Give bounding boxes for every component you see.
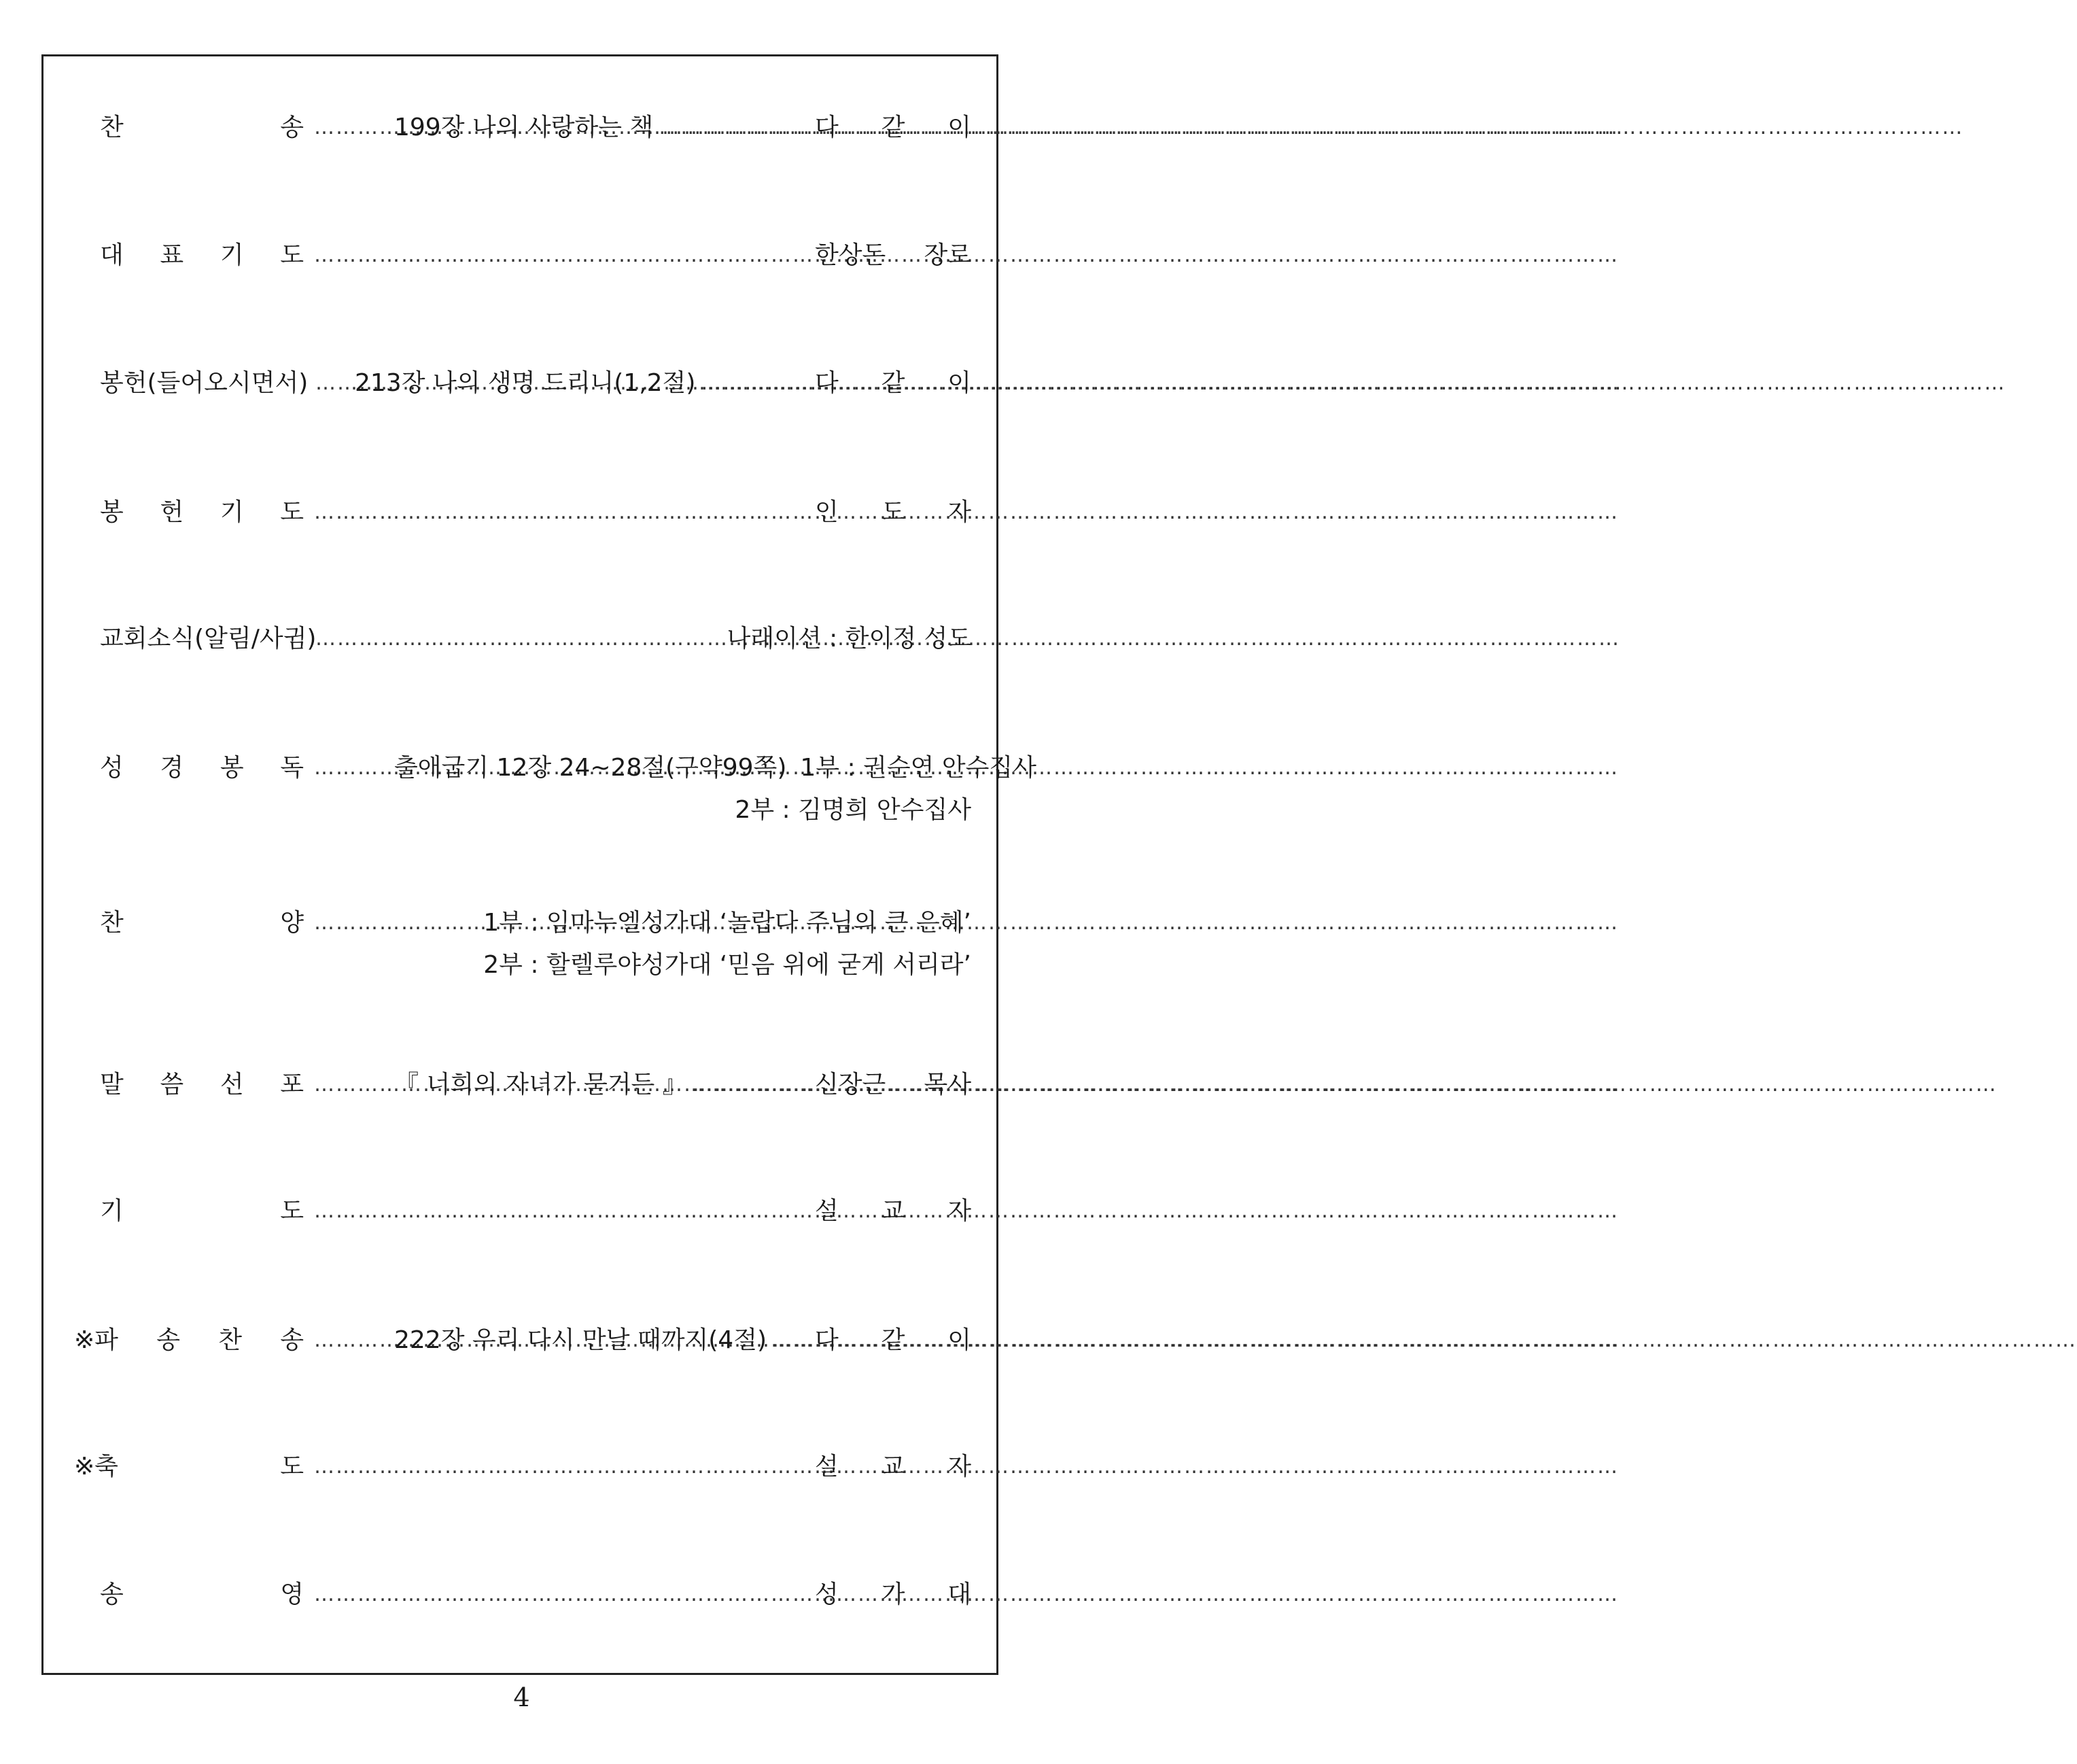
item-leader-secondary: 2부 : 할렐루야성가대 ‘믿음 위에 굳게 서리라’ [483, 951, 971, 979]
item-title-part: 영 [280, 1580, 304, 1608]
item-title-part: 경 [160, 754, 184, 782]
leader-dots [701, 366, 807, 400]
leader-dots [314, 496, 807, 530]
worship-item [43, 1194, 998, 1228]
item-content: 199장 나의 사랑하는 책 [394, 114, 654, 141]
item-leader-secondary: 2부 : 김명희 안수집사 [735, 796, 971, 824]
item-leader-part: 교 [881, 1197, 905, 1225]
item-content: 『 너희의 자녀가 묻거든 』 [394, 1071, 687, 1099]
item-leader-part: 설 [815, 1197, 839, 1225]
worship-item [43, 622, 998, 656]
item-content: 출애굽기 12장 24~28절(구약99쪽) [394, 754, 787, 782]
item-title-part: 교회소식(알림/사귐) [100, 625, 317, 653]
item-title-part: 송 [156, 1326, 180, 1354]
item-title [100, 1068, 304, 1102]
worship-item-subline [43, 793, 998, 827]
item-title-part: 성 [100, 754, 124, 782]
item-title [100, 111, 304, 145]
item-leader-part: 다 [815, 369, 839, 397]
item-title-part: 기 [100, 1197, 124, 1225]
item-leader-part: 장로 [924, 241, 971, 269]
worship-item [43, 1450, 998, 1484]
item-title-part: ※파 [74, 1326, 118, 1354]
item-title-part: 포 [280, 1071, 304, 1099]
leader-dots [314, 1068, 389, 1102]
leader-dots [314, 1194, 807, 1228]
item-title-part: 씀 [160, 1071, 184, 1099]
item-leader-part: 성 [815, 1580, 839, 1608]
item-leader: 1부 : 임마누엘성가대 ‘놀랍다 주님의 큰 은혜’ [483, 909, 971, 937]
item-title [100, 906, 304, 940]
item-title [100, 1578, 304, 1612]
item-title-part: 찬 [100, 114, 124, 141]
item-detail [314, 239, 971, 273]
item-leader-part: 설 [815, 1453, 839, 1481]
worship-item [43, 496, 998, 530]
item-leader-part: 가 [881, 1580, 905, 1608]
item-leader [807, 1450, 971, 1484]
item-leader [807, 1068, 971, 1102]
item-title-part: 송 [100, 1580, 124, 1608]
item-title [100, 239, 304, 273]
item-title-part: 송 [280, 1326, 304, 1354]
worship-item [43, 1578, 998, 1612]
worship-item [43, 906, 998, 940]
item-title-part: 기 [220, 498, 244, 526]
item-leader-part: 같 [881, 114, 905, 141]
item-leader-part: 다 [815, 114, 839, 141]
leader-dots [314, 751, 389, 785]
item-leader [807, 1578, 971, 1612]
item-leader-part: 한상돈 [815, 241, 886, 269]
item-leader-part: 자 [947, 1453, 971, 1481]
order-of-worship-frame [41, 54, 1036, 1675]
item-title-part: 봉 [100, 498, 124, 526]
item-leader-part: 도 [881, 498, 905, 526]
item-leader-part: 목사 [924, 1071, 971, 1099]
item-leader-part: 대 [947, 1580, 971, 1608]
item-title [100, 496, 304, 530]
leader-dots [314, 111, 389, 145]
item-leader-part: 인 [815, 498, 839, 526]
worship-item [43, 1324, 998, 1357]
item-title-part: 양 [280, 909, 304, 937]
item-title [100, 751, 304, 785]
item-leader-part: 이 [947, 114, 971, 141]
item-title-part: 찬 [100, 909, 124, 937]
item-title-part: 송 [280, 114, 304, 141]
leader-dots [315, 622, 719, 656]
item-title-part: 도 [280, 1197, 304, 1225]
item-leader: 1부 : 권순연 안수집사 [800, 754, 1036, 782]
worship-item [43, 366, 998, 400]
leader-dots [314, 1578, 807, 1612]
item-title-part: 기 [220, 241, 244, 269]
leader-dots [659, 111, 807, 145]
worship-item [43, 111, 998, 145]
worship-item [43, 1068, 998, 1102]
item-title-part: 찬 [218, 1326, 242, 1354]
item-leader-part: 같 [881, 1326, 905, 1354]
leader-dots [314, 1324, 389, 1357]
item-leader [807, 111, 971, 145]
leader-dots [772, 1324, 807, 1357]
item-leader-part: 이 [947, 1326, 971, 1354]
item-title-part: 말 [100, 1071, 124, 1099]
item-leader-part: 자 [947, 498, 971, 526]
item-title-part: ※축 [74, 1453, 118, 1481]
item-leader [807, 496, 971, 530]
item-title [100, 622, 317, 656]
item-detail [314, 1450, 971, 1484]
item-leader-part: 다 [815, 1326, 839, 1354]
item-detail [314, 1578, 971, 1612]
item-title-part: 헌 [160, 498, 184, 526]
item-leader [807, 366, 971, 400]
item-title-part: 표 [160, 241, 184, 269]
worship-item [43, 751, 1036, 785]
page-number: 4 [513, 1682, 530, 1712]
item-detail [314, 111, 971, 145]
item-detail [314, 1068, 971, 1102]
leader-dots [315, 366, 349, 400]
item-detail [314, 751, 1036, 785]
item-leader-part: 신장근 [815, 1071, 886, 1099]
item-title-part: 봉 [220, 754, 244, 782]
item-leader-part: 같 [881, 369, 905, 397]
worship-item-subline [43, 948, 998, 982]
item-title [74, 1450, 304, 1484]
item-detail [314, 906, 971, 940]
item-title-part: 선 [220, 1071, 244, 1099]
item-leader [807, 239, 971, 273]
item-title-part: 도 [280, 241, 304, 269]
item-title [74, 1324, 304, 1357]
item-leader [807, 1194, 971, 1228]
leader-dots [693, 1068, 807, 1102]
item-title-part: 독 [280, 754, 304, 782]
item-leader-part: 이 [947, 369, 971, 397]
leader-dots [314, 906, 475, 940]
item-title [100, 1194, 304, 1228]
item-title [100, 366, 309, 400]
item-leader: 나래이션 : 한이정 성도 [727, 625, 971, 653]
item-detail [314, 496, 971, 530]
item-title-part: 도 [280, 1453, 304, 1481]
item-detail [314, 1194, 971, 1228]
worship-item [43, 239, 998, 273]
leader-dots [314, 1450, 807, 1484]
item-content: 213장 나의 생명 드리니(1,2절) [355, 369, 696, 397]
item-leader [807, 1324, 971, 1357]
item-detail [314, 1324, 971, 1357]
item-detail [315, 622, 971, 656]
item-title-part: 대 [100, 241, 124, 269]
item-leader-part: 자 [947, 1197, 971, 1225]
item-title-part: 도 [280, 498, 304, 526]
item-leader-part: 교 [881, 1453, 905, 1481]
item-title-part: 봉헌(들어오시면서) [100, 369, 309, 397]
item-detail [315, 366, 971, 400]
leader-dots [314, 239, 807, 273]
item-content: 222장 우리 다시 만날 때까지(4절) [394, 1326, 767, 1354]
